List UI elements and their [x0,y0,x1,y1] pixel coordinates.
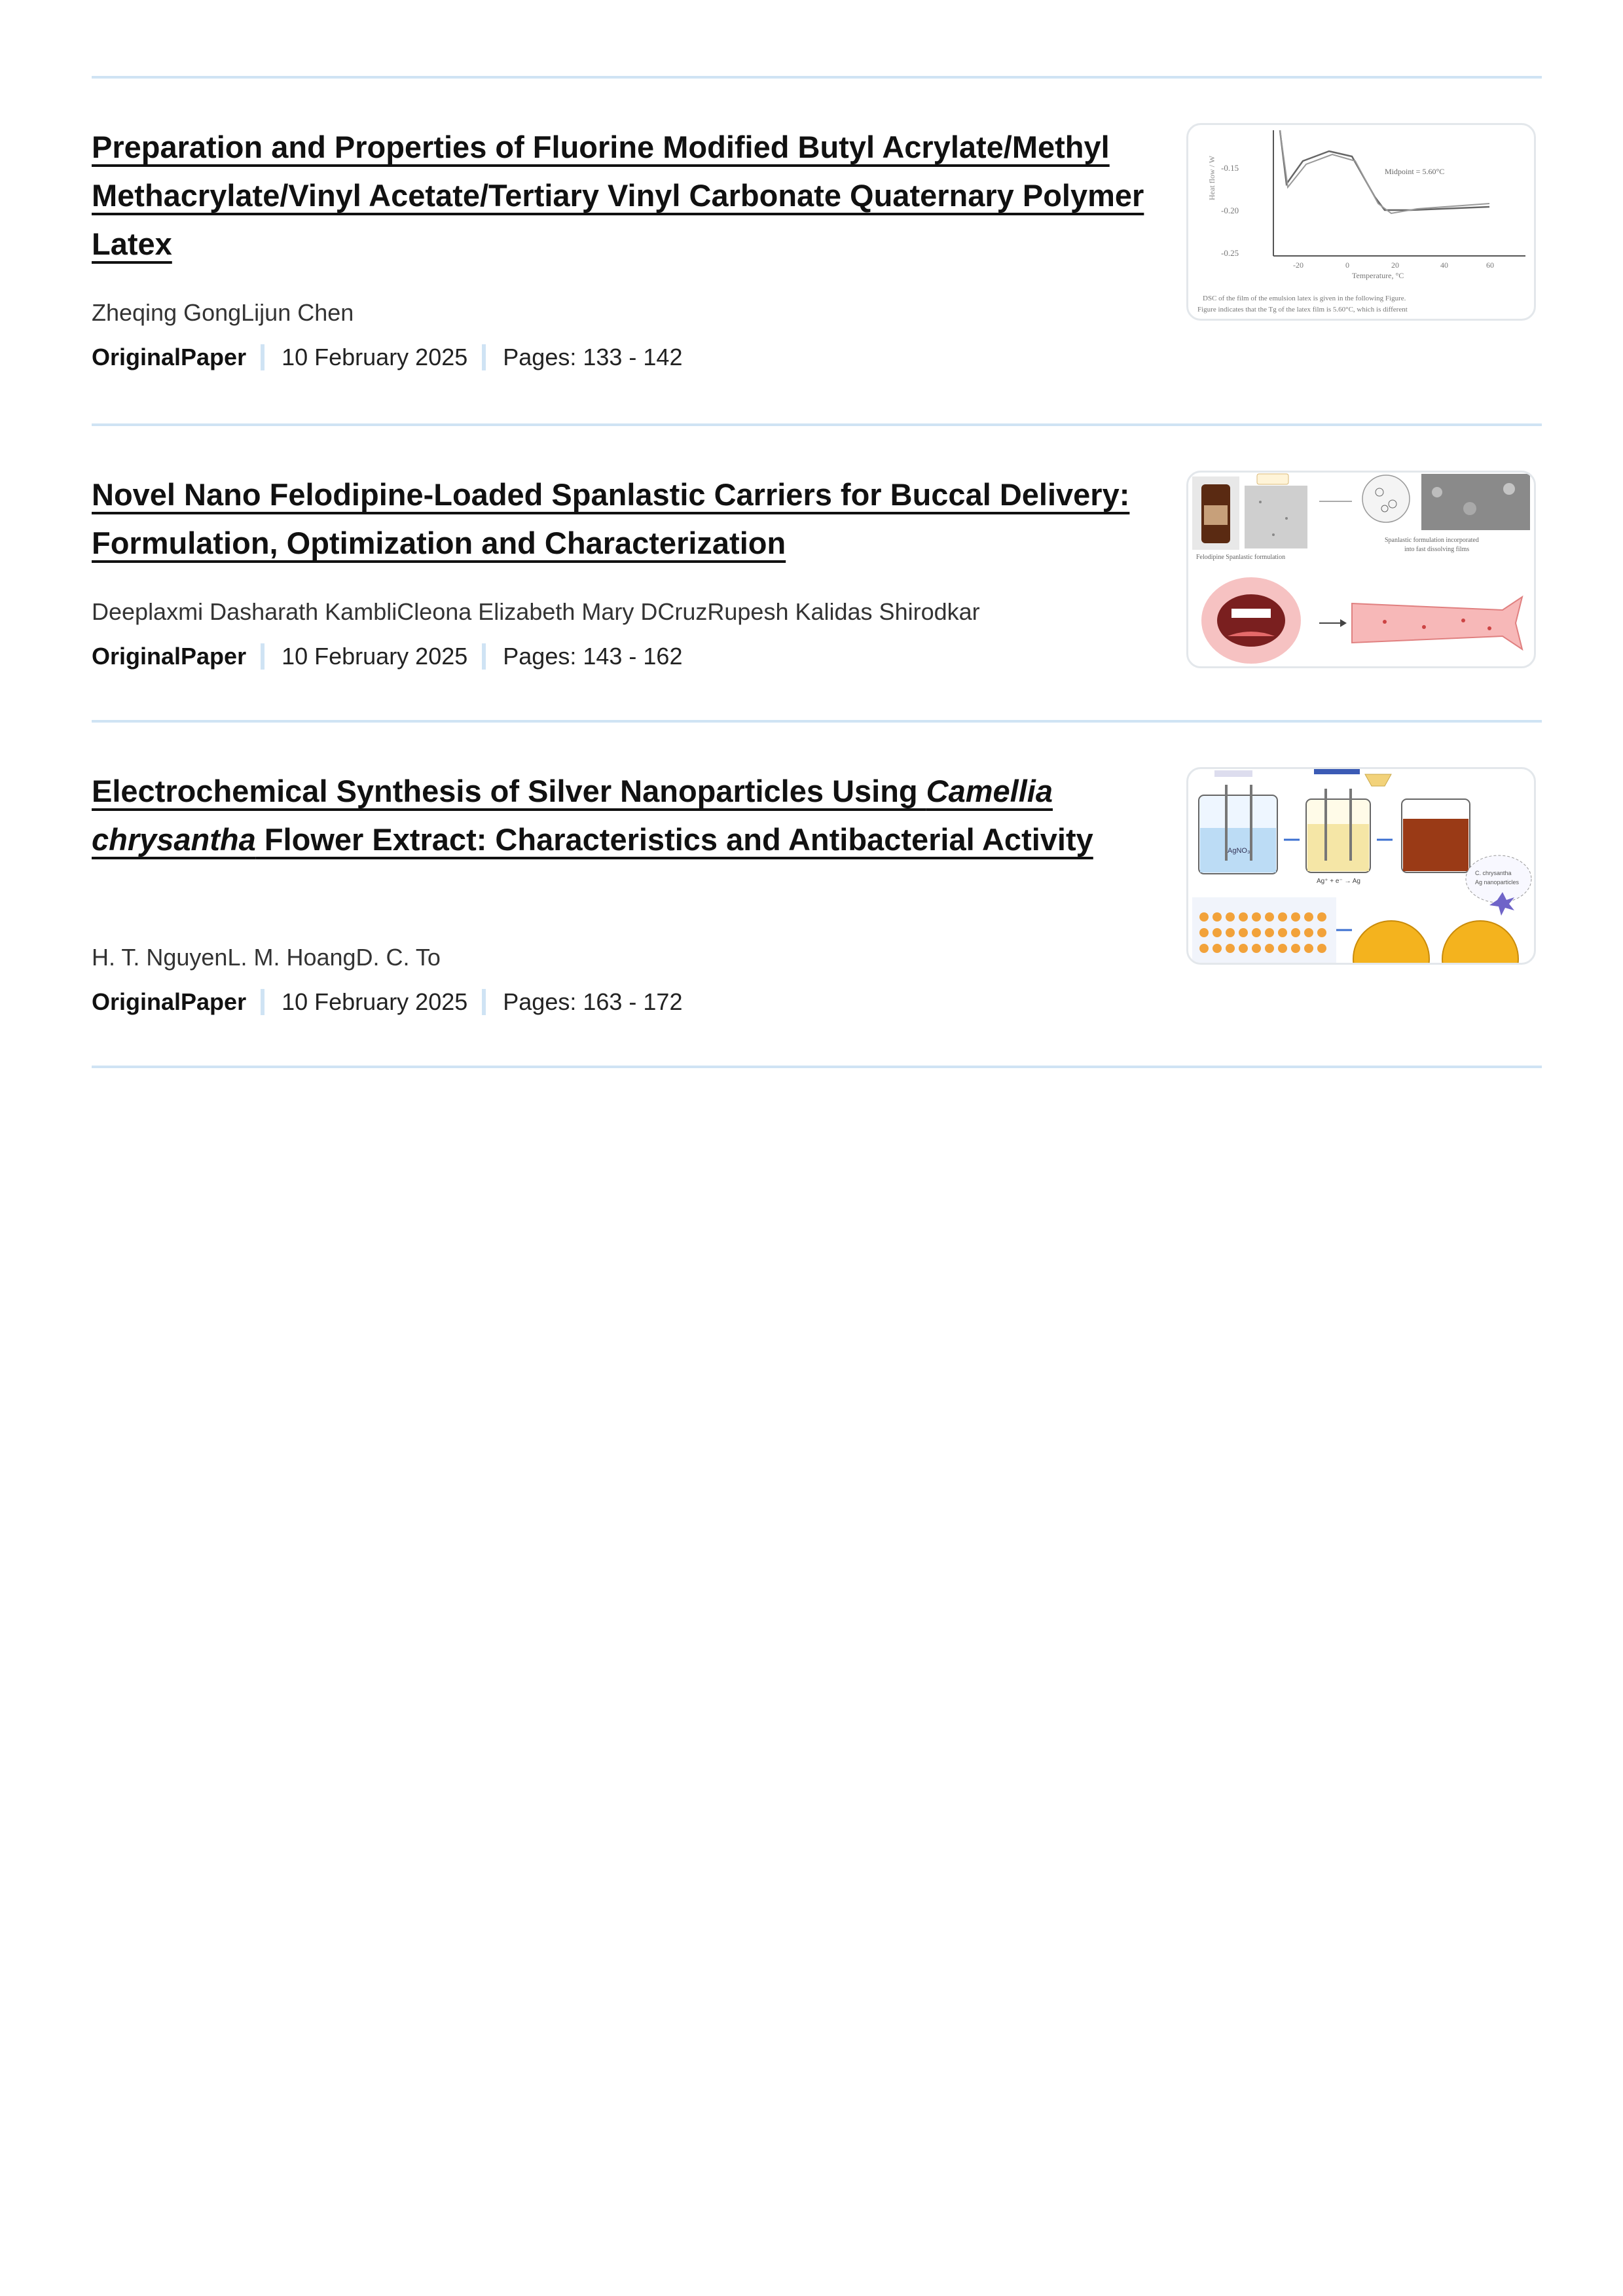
page-range: Pages: 163 - 172 [503,988,683,1015]
article-title-link[interactable]: Preparation and Properties of Fluorine Modified Butyl Acrylate/Methyl Methacrylate/Vinyl Acetate/Tertiary Vinyl Carbonate Quaternary Polymer Latex [92,130,1144,261]
svg-text:into fast dissolving films: into fast dissolving films [1404,546,1470,553]
meta-separator [482,344,486,370]
article-title-link[interactable] [92,774,1093,857]
svg-text:C. chrysantha: C. chrysantha [1475,870,1512,876]
article-meta [92,343,1152,372]
svg-text:-20: -20 [1293,260,1304,270]
dsc-curve-figure [1188,125,1534,319]
page-range: Pages: 143 - 162 [503,643,683,670]
page-range: Pages: 133 - 142 [503,344,683,370]
title-segment: Flower Extract: Characteristics and Antibacterial Activity [255,822,1093,857]
article-authors: Zheqing GongLijun Chen [92,299,354,326]
title-species-name: Camellia chrysantha [92,774,1053,857]
article-title-link[interactable]: Novel Nano Felodipine-Loaded Spanlastic Carriers for Buccal Delivery: Formulation, Optimization and Characterization [92,477,1130,560]
svg-text:Felodipine Spanlastic formulat: Felodipine Spanlastic formulation [1196,554,1286,561]
article-title [92,767,1152,864]
publication-date: 10 February 2025 [282,344,468,370]
article-thumbnail-dsc-chart[interactable] [1186,123,1536,321]
formulation-scheme-figure [1188,473,1534,666]
svg-text:Midpoint = 5.60°C: Midpoint = 5.60°C [1385,167,1445,176]
svg-text:Ag⁺ + e⁻ → Ag: Ag⁺ + e⁻ → Ag [1317,878,1360,885]
svg-text:40: 40 [1440,260,1448,270]
svg-text:-0.15: -0.15 [1221,163,1239,173]
meta-separator [261,643,264,670]
article-item [92,79,1542,423]
svg-text:Ag nanoparticles: Ag nanoparticles [1475,879,1520,886]
article-thumbnail-formulation-scheme[interactable] [1186,471,1536,668]
article-authors: Deeplaxmi Dasharath KambliCleona Elizabeth Mary DCruzRupesh Kalidas Shirodkar [92,598,980,625]
svg-text:0: 0 [1345,260,1349,270]
article-meta [92,642,1152,671]
svg-text:Temperature, °C: Temperature, °C [1352,271,1404,280]
article-title [92,123,1152,268]
publication-date: 10 February 2025 [282,643,468,670]
svg-text:60: 60 [1486,260,1494,270]
article-thumbnail-synthesis-scheme[interactable] [1186,767,1536,965]
svg-text:-0.25: -0.25 [1221,248,1239,258]
article-item [92,723,1542,1066]
meta-separator [261,344,264,370]
svg-text:Figure indicates that the Tg o: Figure indicates that the Tg of the latex film is 5.60°C, which is different [1197,306,1408,314]
svg-text:AgNO₃: AgNO₃ [1228,847,1250,855]
content-type-label: OriginalPaper [92,988,247,1015]
content-type-label: OriginalPaper [92,344,247,370]
publication-date: 10 February 2025 [282,988,468,1015]
article-title [92,471,1152,567]
title-segment: Electrochemical Synthesis of Silver Nanoparticles Using [92,774,926,808]
svg-text:DSC of the film of the emulsio: DSC of the film of the emulsion latex is given in the following Figure. [1203,295,1406,302]
divider [92,1066,1542,1068]
synthesis-scheme-figure [1188,769,1534,963]
content-type-label: OriginalPaper [92,643,247,670]
article-item [92,426,1542,720]
article-meta [92,988,1152,1016]
svg-text:-0.20: -0.20 [1221,206,1239,215]
meta-separator [482,989,486,1015]
svg-text:20: 20 [1391,260,1399,270]
meta-separator [482,643,486,670]
meta-separator [261,989,264,1015]
svg-text:Heat flow / W: Heat flow / W [1207,155,1216,200]
article-authors: H. T. NguyenL. M. HoangD. C. To [92,944,441,971]
article-list [92,76,1542,1068]
svg-text:Spanlastic formulation incorpo: Spanlastic formulation incorporated [1385,537,1479,544]
